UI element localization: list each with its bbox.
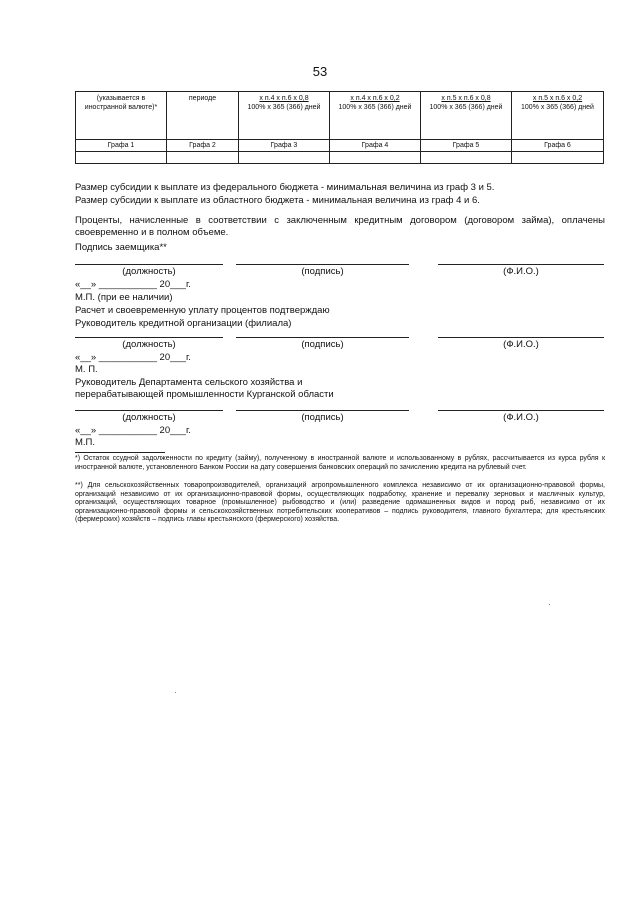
stamp-label: М. П. (75, 364, 98, 375)
formula-text: х п.4 х п.6 х 0,2 (350, 95, 400, 102)
signature-label: (подпись) (301, 339, 344, 350)
subsidy-regional-text: Размер субсидии к выплате из областного бюджета - минимальная величина из граф 4 и 6. (75, 195, 480, 206)
table-cell (512, 92, 604, 140)
confirmation-text: Расчет и своевременную уплату процентов подтверждаю (75, 305, 330, 316)
table-cell (512, 152, 604, 164)
table-cell (330, 92, 421, 140)
stamp-label: М.П. (75, 437, 96, 448)
table-cell (239, 92, 330, 140)
formula-denominator: 100% х 365 (366) дней (247, 104, 321, 111)
table-cell: Графа 4 (330, 140, 421, 152)
formula-text: х п.5 х п.6 х 0,8 (441, 95, 491, 102)
table-cell: периоде (167, 92, 239, 140)
date-line: «__» ___________ 20___г. (75, 425, 191, 436)
position-label: (должность) (122, 412, 176, 423)
position-label: (должность) (122, 339, 176, 350)
signature-line (236, 410, 409, 411)
formula-denominator: 100% х 365 (366) дней (521, 104, 594, 111)
table-cell: (указывается в иностранной валюте)* (76, 92, 167, 140)
table-cell (167, 152, 239, 164)
name-label: (Ф.И.О.) (503, 412, 539, 423)
table-cell (239, 152, 330, 164)
dept-head-label: Руководитель Департамента сельского хозяйства и (75, 377, 303, 388)
footnote-1: *) Остаток ссудной задолженности по кредиту (займу), полученному в иностранной валюте и использованному в рублях, рассчитывается из курса рубля к иностранной валюте, установленного Банком России на дату совершения банковских операций по зачислению кредита на рублевый счет. (75, 455, 605, 471)
table-row (76, 92, 604, 140)
table-row (76, 140, 604, 152)
stamp-label: М.П. (при ее наличии) (75, 292, 173, 303)
name-label: (Ф.И.О.) (503, 266, 539, 277)
dept-head-label: перерабатывающей промышленности Курганской области (75, 389, 334, 400)
calculation-table (75, 91, 604, 164)
borrower-signature-label: Подпись заемщика** (75, 242, 167, 253)
table-cell: Графа 2 (167, 140, 239, 152)
table-cell (421, 152, 512, 164)
table-row (76, 152, 604, 164)
table-cell: Графа 5 (421, 140, 512, 152)
name-line (438, 337, 604, 338)
interest-paid-text: Проценты, начисленные в соответствии с заключенным кредитным договором (договором займа), оплачены своевременно и в полном объеме. (75, 215, 605, 238)
signature-line (236, 264, 409, 265)
formula-denominator: 100% х 365 (366) дней (338, 104, 412, 111)
subsidy-federal-text: Размер субсидии к выплате из федерального бюджета - минимальная величина из граф 3 и 5. (75, 182, 495, 193)
name-label: (Ф.И.О.) (503, 339, 539, 350)
date-line: «__» ___________ 20___г. (75, 352, 191, 363)
table-cell: Графа 3 (239, 140, 330, 152)
table-cell (421, 92, 512, 140)
footnote-separator (75, 452, 165, 453)
scan-speck (175, 692, 176, 693)
signature-line (236, 337, 409, 338)
position-line (75, 264, 223, 265)
position-label: (должность) (122, 266, 176, 277)
scan-speck (549, 604, 550, 605)
position-line (75, 410, 223, 411)
position-line (75, 337, 223, 338)
signature-label: (подпись) (301, 266, 344, 277)
formula-text: х п.5 х п.6 х 0,2 (532, 95, 583, 102)
footnote-2: **) Для сельскохозяйственных товаропроизводителей, организаций агропромышленного комплекса независимо от их организационно-правовой формы, организаций независимо от их организационно-правовой формы, осуществляющих подработку, хранение и перевалку зерновых и масличных культур, организаций, осуществляющих товарное (промышленное) рыбоводство и (или) разведение одомашненных видов и пород рыб, независимо от их организационно-правовой формы и сельскохозяйственных потребительских кооперативов – подпись руководителя, главного бухгалтера; для крестьянских (фермерских) хозяйств – подпись главы крестьянского (фермерского) хозяйства. (75, 482, 605, 524)
formula-text: х п.4 х п.6 х 0,8 (259, 95, 309, 102)
formula-denominator: 100% х 365 (366) дней (429, 104, 503, 111)
bank-head-label: Руководитель кредитной организации (филиала) (75, 318, 292, 329)
name-line (438, 264, 604, 265)
page-number: 53 (312, 64, 328, 79)
table-cell: Графа 6 (512, 140, 604, 152)
table-cell: Графа 1 (76, 140, 167, 152)
table-cell (76, 152, 167, 164)
signature-label: (подпись) (301, 412, 344, 423)
table-cell (330, 152, 421, 164)
name-line (438, 410, 604, 411)
date-line: «__» ___________ 20___г. (75, 279, 191, 290)
